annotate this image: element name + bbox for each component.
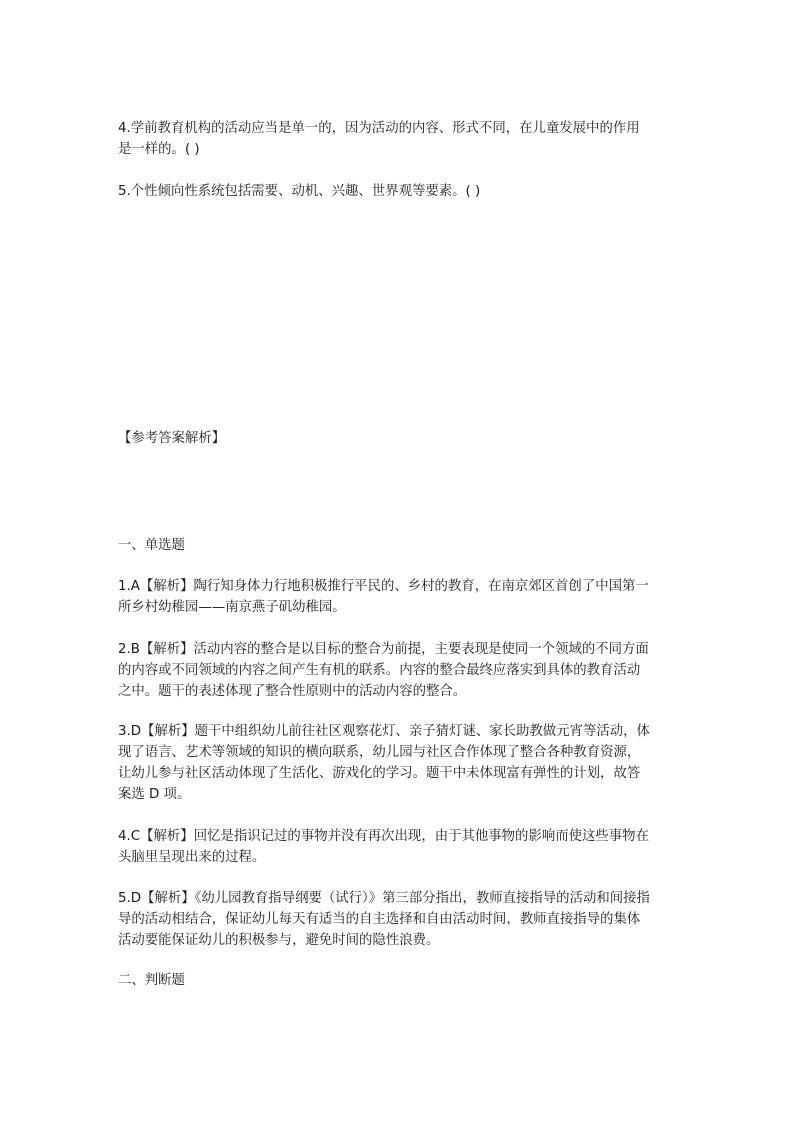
answer-3-line-3: 让幼儿参与社区活动体现了生活化、游戏化的学习。题干中未体现富有弹性的计划，故答 — [118, 766, 641, 781]
answer-5-line-3: 活动要能保证幼儿的积极参与，避免时间的隐性浪费。 — [118, 933, 440, 948]
question-4-line-1: 4.学前教育机构的活动应当是单一的，因为活动的内容、形式不同，在儿童发展中的作用 — [118, 121, 640, 136]
question-4-line-2: 是一样的。( ) — [118, 142, 200, 157]
answer-1-line-2: 所乡村幼稚园——南京燕子矶幼稚园。 — [118, 600, 346, 615]
section-title-true-false: 二、判断题 — [118, 973, 185, 988]
answer-5 — [118, 888, 674, 951]
answer-3 — [118, 721, 674, 805]
question-5 — [118, 181, 674, 202]
answer-2 — [118, 639, 674, 702]
question-5-line-1: 5.个性倾向性系统包括需要、动机、兴趣、世界观等要素。( ) — [118, 184, 481, 199]
answer-2-line-1: 2.B【解析】活动内容的整合是以目标的整合为前提，主要表现是使同一个领域的不同方面 — [118, 642, 649, 657]
answer-3-line-1: 3.D【解析】题干中组织幼儿前往社区观察花灯、亲子猜灯谜、家长助教做元宵等活动，体 — [118, 724, 650, 739]
answer-4-line-2: 头脑里呈现出来的过程。 — [118, 850, 266, 865]
answer-5-line-2: 导的活动相结合，保证幼儿每天有适当的自主选择和自由活动时间，教师直接指导的集体 — [118, 912, 641, 927]
answer-3-line-4: 案选 D 项。 — [118, 787, 191, 802]
answer-1-line-1: 1.A【解析】陶行知身体力行地积极推行平民的、乡村的教育，在南京郊区首创了中国第一 — [118, 579, 649, 594]
answer-1 — [118, 576, 674, 618]
answer-4-line-1: 4.C【解析】回忆是指识记过的事物并没有再次出现，由于其他事物的影响而使这些事物在 — [118, 829, 649, 844]
answer-4 — [118, 826, 674, 868]
answer-2-line-2: 的内容或不同领域的内容之间产生有机的联系。内容的整合最终应落实到具体的教育活动 — [118, 663, 641, 678]
answer-5-line-1: 5.D【解析】《幼儿园教育指导纲要（试行）》第三部分指出，教师直接指导的活动和间接指 — [118, 891, 650, 906]
answer-heading: 【参考答案解析】 — [118, 431, 226, 446]
answer-2-line-3: 之中。题干的表述体现了整合性原则中的活动内容的整合。 — [118, 684, 467, 699]
question-4 — [118, 118, 674, 160]
section-title-single-choice: 一、单选题 — [118, 538, 185, 553]
answer-3-line-2: 现了语言、艺术等领域的知识的横向联系，幼儿园与社区合作体现了整合各种教育资源， — [118, 745, 641, 760]
